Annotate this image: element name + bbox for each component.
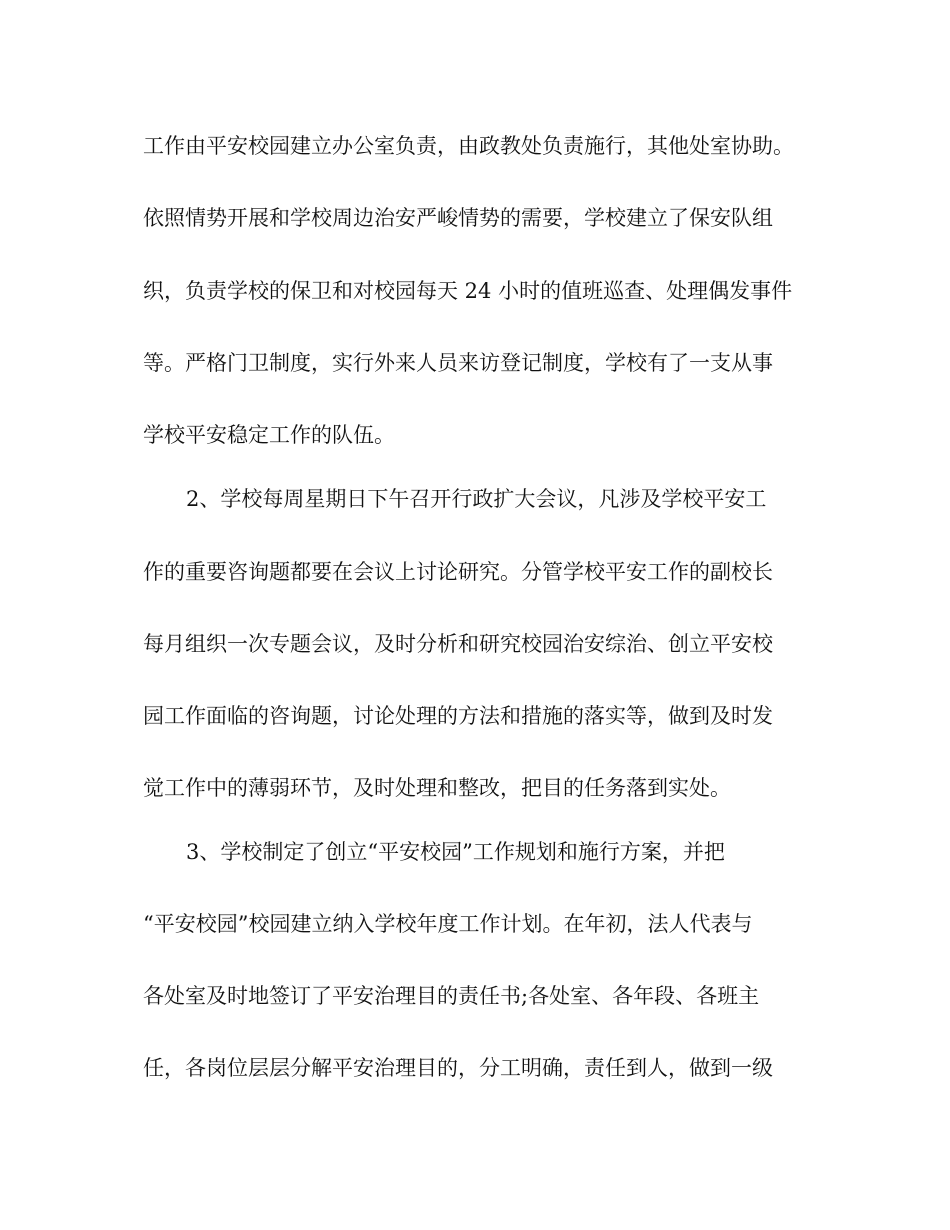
text-line-12: “平安校园”校园建立纳入学校年度工作计划。在年初，法人代表与 [143, 912, 753, 936]
text-line-11: 3、学校制定了创立“平安校园”工作规划和施行方案，并把 [186, 840, 725, 864]
text-line-8: 每月组织一次专题会议，及时分析和研究校园治安综治、创立平安校 [143, 632, 773, 656]
text-line-6: 2、学校每周星期日下午召开行政扩大会议，凡涉及学校平安工 [186, 487, 767, 511]
text-line-2: 依照情势开展和学校周边治安严峻情势的需要，学校建立了保安队组 [143, 206, 773, 230]
text-line-5: 学校平安稳定工作的队伍。 [143, 423, 395, 447]
text-line-7: 作的重要咨询题都要在会议上讨论研究。分管学校平安工作的副校长 [143, 560, 773, 584]
text-line-4: 等。严格门卫制度，实行外来人员来访登记制度，学校有了一支从事 [143, 351, 773, 375]
text-line-13: 各处室及时地签订了平安治理目的责任书;各处室、各年段、各班主 [143, 984, 760, 1008]
text-line-10: 觉工作中的薄弱环节，及时处理和整改，把目的任务落到实处。 [143, 776, 731, 800]
text-line-3: 织，负责学校的保卫和对校园每天 24 小时的值班巡查、处理偶发事件 [143, 279, 793, 303]
text-line-9: 园工作面临的咨询题，讨论处理的方法和措施的落实等，做到及时发 [143, 704, 773, 728]
text-line-1: 工作由平安校园建立办公室负责，由政教处负责施行，其他处室协助。 [143, 134, 794, 158]
text-line-14: 任，各岗位层层分解平安治理目的，分工明确，责任到人，做到一级 [143, 1056, 773, 1080]
